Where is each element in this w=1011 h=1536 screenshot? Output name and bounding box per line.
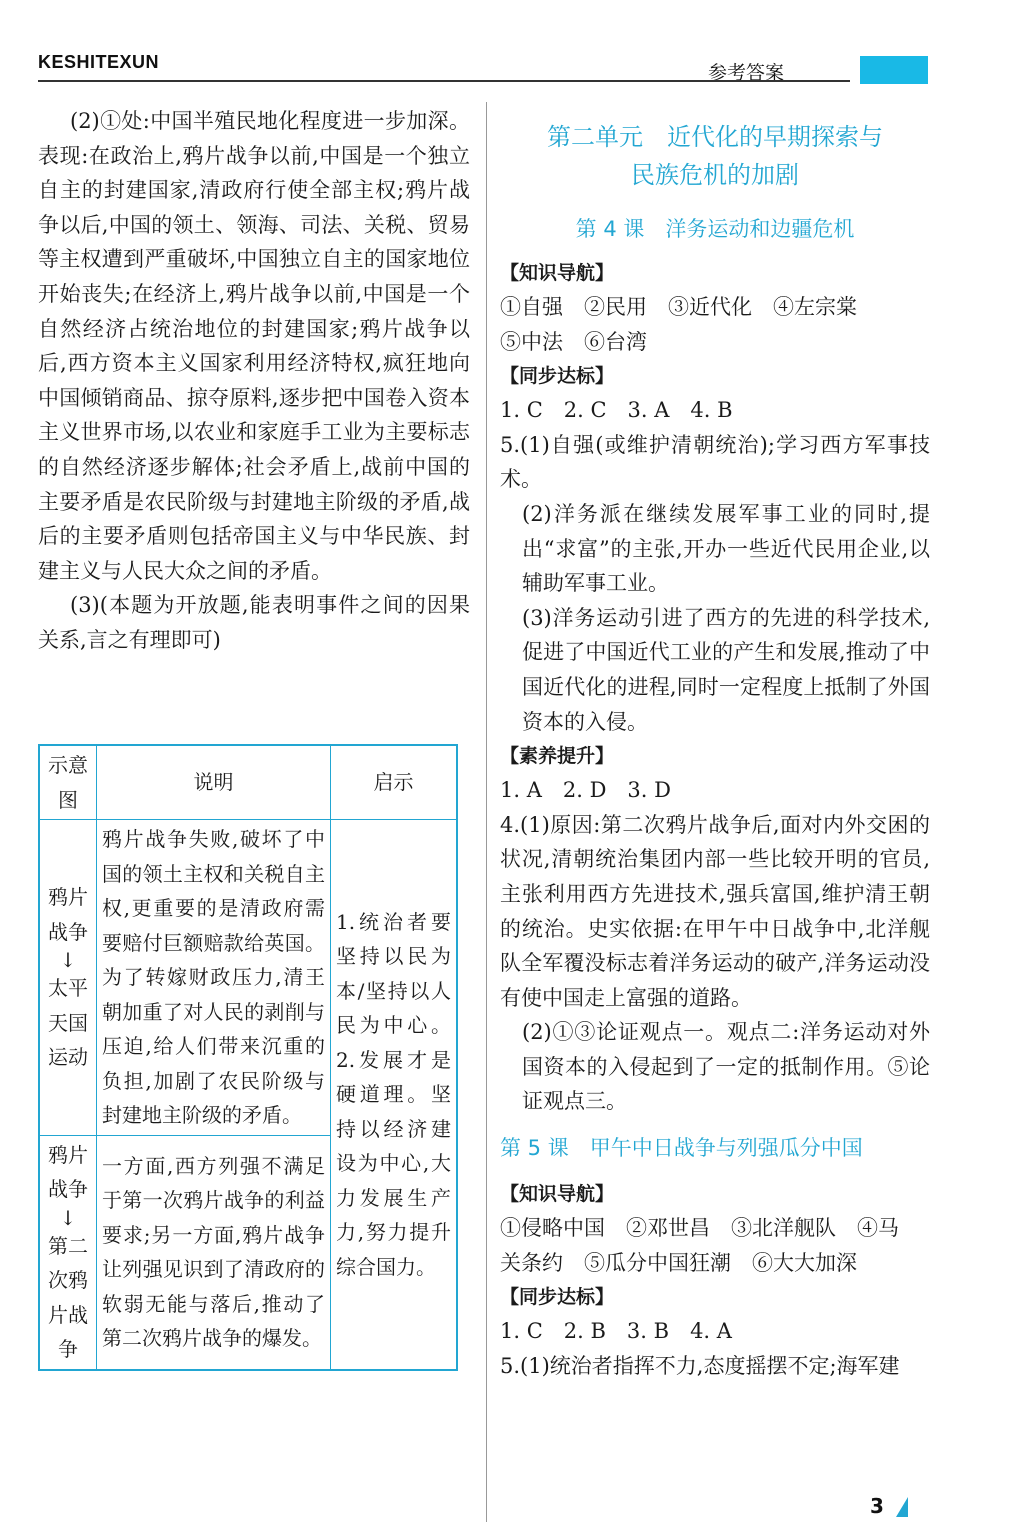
diagram-to: 太平天国运动	[48, 976, 88, 1069]
lesson5-title: 第 5 课 甲午中日战争与列强瓜分中国	[500, 1136, 863, 1161]
lesson4-q5-1: 5.(1)自强(或维护清朝统治);学习西方军事技术。	[500, 432, 930, 492]
page-number: 3	[870, 1494, 884, 1518]
header-title: 参考答案	[708, 62, 785, 84]
down-arrow-icon: ↓	[59, 948, 77, 972]
description-cell: 一方面,西方列强不满足于第一次鸦片战争的利益要求;另一方面,鸦片战争让列强见识到了清政府的软弱无能与落后,推动了第二次鸦片战争的爆发。	[97, 1135, 331, 1370]
column-divider	[486, 102, 487, 1522]
page-corner-triangle-icon	[896, 1497, 908, 1517]
lesson5-knowledge-line2: 关条约 ⑤瓜分中国狂潮 ⑥大大加深	[500, 1250, 857, 1275]
lesson5-sync-label: 【同步达标】	[500, 1286, 615, 1309]
table-header-diagram: 示意图	[39, 745, 97, 820]
lesson4-q5-2: (2)洋务派在继续发展军事工业的同时,提出“求富”的主张,开办一些近代民用企业,以辅助军事工业。	[522, 501, 930, 596]
lesson4-sync-choices: 1. C 2. C 3. A 4. B	[500, 398, 733, 423]
table-header-description: 说明	[97, 745, 331, 820]
header-rule	[38, 80, 850, 82]
unit-title	[500, 118, 930, 194]
description-cell: 鸦片战争失败,破坏了中国的领土主权和关税自主权,更重要的是清政府需要赔付巨额赔款给英国。为了转嫁财政压力,清王朝加重了对人民的剥削与压迫,给人们带来沉重的负担,加剧了农民阶级与封建地主阶级的矛盾。	[97, 820, 331, 1136]
lesson4-q4-1: 4.(1)原因:第二次鸦片战争后,面对内外交困的状况,清朝统治集团内部一些比较开明的官员,主张利用西方先进技术,强兵富国,维护清王朝的统治。史实依据:在甲午中日战争中,北洋舰队全军覆没标志着洋务运动的破产,洋务运动没有使中国走上富强的道路。	[500, 812, 930, 1010]
table-header-insight: 启示	[331, 745, 458, 820]
insight-cell: 1.统治者要坚持以民为本/坚持以人民为中心。2.发展才是硬道理。坚持以经济建设为中心,大力发展生产力,努力提升综合国力。	[331, 820, 458, 1370]
lesson4-title: 第 4 课 洋务运动和边疆危机	[575, 217, 855, 241]
answer-q3: (3)(本题为开放题,能表明事件之间的因果关系,言之有理即可)	[38, 593, 470, 652]
table-row	[39, 820, 457, 1136]
diagram-from: 鸦片战争	[48, 1142, 88, 1201]
lesson5-sync-choices: 1. C 2. B 3. B 4. A	[500, 1319, 732, 1344]
down-arrow-icon: ↓	[59, 1205, 77, 1230]
lesson4-sync-label: 【同步达标】	[500, 365, 615, 388]
lesson5-knowledge-label: 【知识导航】	[500, 1183, 615, 1206]
lesson4-q5-3: (3)洋务运动引进了西方的先进的科学技术,促进了中国近代工业的产生和发展,推动了中国近代化的进程,同时一定程度上抵制了外国资本的入侵。	[522, 605, 930, 734]
lesson4-q4-2: (2)①③论证观点一。观点二:洋务运动对外国资本的入侵起到了一定的抵制作用。⑤论证观点三。	[522, 1020, 930, 1114]
diagram-from: 鸦片战争	[48, 885, 88, 944]
cause-effect-table	[38, 744, 458, 1371]
lesson4-quality-choices: 1. A 2. D 3. D	[500, 778, 671, 803]
diagram-cell	[39, 820, 97, 1136]
right-column	[500, 104, 930, 1383]
lesson5-knowledge-line1: ①侵略中国 ②邓世昌 ③北洋舰队 ④马	[500, 1216, 899, 1241]
unit-title-line2: 民族危机的加剧	[631, 161, 799, 189]
header-brand: KESHITEXUN	[38, 52, 160, 72]
diagram-cell	[39, 1135, 97, 1370]
diagram-to: 第二次鸦片战争	[48, 1233, 88, 1361]
table-header-row	[39, 745, 457, 820]
lesson5-q5-1: 5.(1)统治者指挥不力,态度摇摆不定;海军建	[500, 1353, 900, 1378]
lesson4-quality-label: 【素养提升】	[500, 745, 615, 768]
answer-q2: (2)①处:中国半殖民地化程度进一步加深。表现:在政治上,鸦片战争以前,中国是一个独立自主的封建国家,清政府行使全部主权;鸦片战争以后,中国的领土、领海、司法、关税、贸易等主权遭到严重破坏,中国独立自主的国家地位开始丧失;在经济上,鸦片战争以前,中国是一个自然经济占统治地位的封建国家;鸦片战争以后,西方资本主义国家利用经济特权,疯狂地向中国倾销商品、掠夺原料,逐步把中国卷入资本主义世界市场,以农业和家庭手工业为主要标志的自然经济逐步解体;社会矛盾上,战前中国的主要矛盾是农民阶级与封建地主阶级的矛盾,战后的主要矛盾则包括帝国主义与中华民族、封建主义与人民大众之间的矛盾。	[38, 109, 470, 583]
header-accent-bar	[860, 56, 928, 84]
lesson4-knowledge-label: 【知识导航】	[500, 262, 615, 284]
left-column	[38, 104, 470, 658]
unit-title-line1: 第二单元 近代化的早期探索与	[547, 123, 883, 151]
lesson4-knowledge-line2: ⑤中法 ⑥台湾	[500, 329, 647, 354]
lesson4-knowledge-line1: ①自强 ②民用 ③近代化 ④左宗棠	[500, 295, 857, 319]
